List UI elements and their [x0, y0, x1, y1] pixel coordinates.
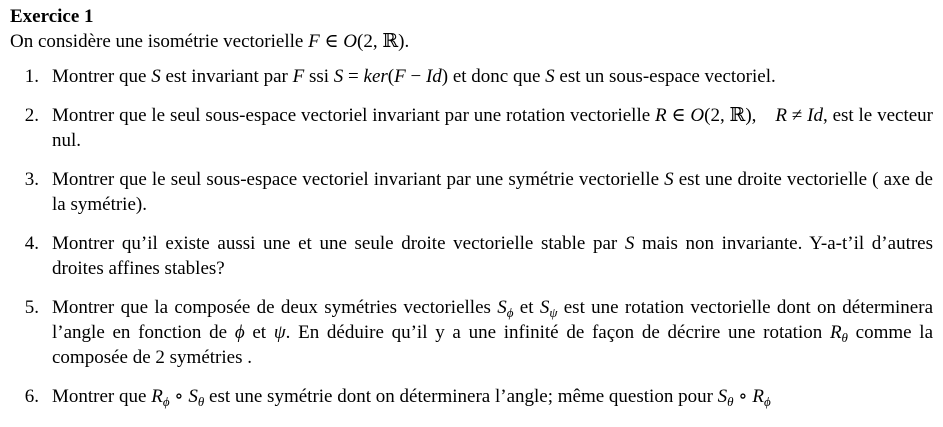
item-number: 1. — [24, 66, 39, 87]
math-run: S — [188, 386, 198, 407]
text-run: ≠ — [787, 105, 808, 126]
exercise-intro — [10, 29, 933, 54]
math-run: R — [752, 386, 764, 407]
math-run: O — [690, 105, 705, 126]
text-run: Montrer que la composée de deux symétries vectorielles — [52, 297, 498, 318]
exercise-item — [10, 64, 933, 89]
text-run: = — [343, 66, 364, 87]
exercise-list — [10, 64, 933, 409]
math-subscript: θ — [727, 394, 734, 409]
text-run: ∈ — [666, 105, 691, 126]
text-run: est une symétrie dont on déterminera l’angle; même question pour — [204, 386, 718, 407]
item-text — [52, 295, 933, 370]
item-text — [52, 103, 933, 153]
math-run: O — [343, 31, 358, 52]
text-run: est invariant par — [160, 66, 293, 87]
text-run: On considère une isométrie vectorielle — [10, 31, 309, 52]
math-run: Id — [425, 66, 442, 87]
math-run: S — [151, 66, 161, 87]
math-subscript: ψ — [549, 305, 558, 320]
math-run: S — [624, 233, 635, 254]
text-run: Montrer que — [52, 66, 152, 87]
math-subscript: θ — [197, 394, 205, 409]
exercise-item — [10, 384, 933, 409]
exercise-item — [10, 167, 933, 217]
math-subscript: ϕ — [506, 305, 514, 320]
item-number: 6. — [24, 386, 39, 407]
math-run: S — [539, 297, 550, 318]
math-subscript: θ — [841, 330, 848, 345]
math-run: S — [717, 386, 728, 407]
text-run: est un sous-espace vectoriel. — [554, 66, 776, 87]
text-run: est une droite vectorielle ( axe de la symétrie). — [52, 169, 933, 215]
exercise-title: Exercice 1 — [10, 6, 94, 27]
text-run: Montrer que le seul sous-espace vectoriel invariant par une symétrie vectorielle — [52, 169, 665, 190]
text-run: ∘ — [733, 386, 753, 407]
text-run: ( — [387, 66, 395, 87]
math-run: ϕ — [234, 322, 245, 343]
item-number: 4. — [24, 233, 39, 254]
text-run: (2, ℝ). — [357, 31, 410, 52]
text-run: , est le vecteur nul. — [52, 105, 933, 151]
text-run: mais non invariante. Y-a-t’il d’autres droites affines stables? — [52, 233, 933, 279]
math-run: R — [655, 105, 667, 126]
text-run: et — [513, 297, 540, 318]
item-number: 5. — [24, 297, 39, 318]
text-run: ∘ — [169, 386, 189, 407]
math-subscript: ϕ — [763, 394, 771, 409]
exercise-item — [10, 295, 933, 370]
math-run: S — [664, 169, 674, 190]
math-run: F — [292, 66, 305, 87]
text-run: ∈ — [319, 31, 344, 52]
math-run: F — [308, 31, 320, 52]
text-run: et — [244, 322, 274, 343]
item-number: 3. — [24, 169, 39, 190]
text-run: − — [405, 66, 426, 87]
math-run: R — [775, 105, 788, 126]
math-run: S — [497, 297, 507, 318]
exercise-item — [10, 103, 933, 153]
math-run: F — [394, 66, 406, 87]
math-run: ker — [363, 66, 388, 87]
exercise-item — [10, 231, 933, 281]
text-run: . En déduire qu’il y a une infinité de façon de décrire une rotation — [285, 322, 830, 343]
item-number: 2. — [24, 105, 39, 126]
math-run: ψ — [273, 322, 286, 343]
math-run: R — [829, 322, 842, 343]
text-run: est une rotation vectorielle dont on déterminera l’angle en fonction de — [52, 297, 934, 343]
math-run: Id — [807, 105, 823, 126]
text-run: Montrer que le seul sous-espace vectoriel invariant par une rotation vectorielle — [52, 105, 656, 126]
item-text — [52, 64, 933, 89]
text-run: comme la composée de 2 symétries . — [52, 322, 934, 368]
math-subscript: ϕ — [162, 394, 170, 409]
item-text — [52, 167, 933, 217]
text-run: Montrer que — [52, 386, 152, 407]
text-run: ) et donc que — [441, 66, 546, 87]
item-text — [52, 231, 933, 281]
math-run: R — [151, 386, 163, 407]
text-run: (2, ℝ), — [704, 105, 776, 126]
math-run: S — [545, 66, 555, 87]
item-text — [52, 384, 933, 409]
text-run: ssi — [304, 66, 334, 87]
math-run: S — [333, 66, 344, 87]
text-run: Montrer qu’il existe aussi une et une seule droite vectorielle stable par — [52, 233, 625, 254]
